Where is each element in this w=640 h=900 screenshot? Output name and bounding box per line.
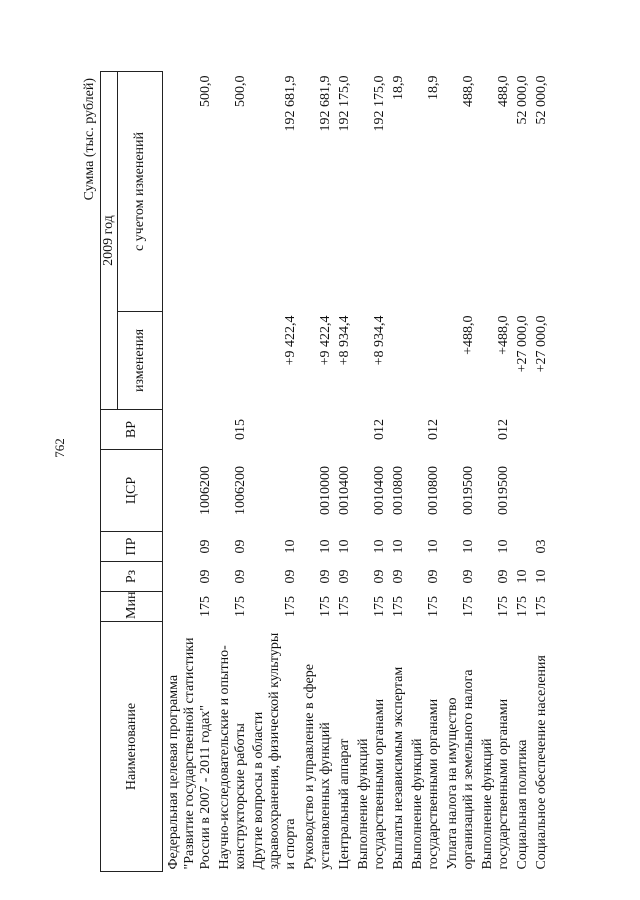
row-change: +488,0 [496, 315, 511, 355]
header-pr: ПР [101, 532, 163, 562]
row-change: +27 000,0 [515, 315, 530, 373]
row-total: 192 175,0 [372, 75, 387, 132]
row-csr: 0010800 [391, 466, 406, 515]
row-csr: 1006200 [198, 466, 213, 515]
row-name: Другие вопросы в области здравоохранения, физической культуры и спорта [251, 632, 298, 870]
row-pr: 10 [372, 539, 387, 554]
row-pr: 10 [283, 539, 298, 554]
row-name: Социальное обеспечение населения [534, 655, 549, 870]
row-csr: 0010400 [337, 466, 352, 515]
row-total: 500,0 [233, 75, 248, 107]
row-csr: 0010400 [372, 466, 387, 515]
row-name: Выполнение функций государственными органами [480, 698, 511, 870]
row-rz: 09 [318, 569, 333, 584]
table-row [478, 72, 513, 872]
unit-caption: Сумма (тыс. рублей) [82, 78, 97, 201]
row-rz: 09 [391, 569, 406, 584]
row-csr [250, 450, 300, 532]
row-vr [250, 410, 300, 450]
row-total: 488,0 [461, 75, 476, 107]
row-pr: 10 [426, 539, 441, 554]
row-min: 175 [391, 596, 406, 617]
table-row [300, 72, 335, 872]
header-csr: ЦСР [101, 450, 163, 532]
header-changes: изменения [118, 312, 163, 410]
row-min: 175 [233, 596, 248, 617]
header-min: Мин [101, 592, 163, 622]
row-total: 192 681,9 [283, 75, 298, 132]
row-min: 175 [337, 596, 352, 617]
row-csr [532, 450, 551, 532]
row-csr: 1006200 [233, 466, 248, 515]
row-rz: 09 [496, 569, 511, 584]
row-rz: 10 [515, 569, 530, 584]
row-vr [443, 410, 478, 450]
row-change [215, 312, 250, 410]
row-pr: 10 [337, 539, 352, 554]
row-name: Федеральная целевая программа "Развитие государственной статистики России в 2007 - 2011 годах" [166, 637, 213, 870]
table-row [335, 72, 354, 872]
row-min: 175 [426, 596, 441, 617]
row-csr [513, 450, 532, 532]
row-min: 175 [318, 596, 333, 617]
table-row [215, 72, 250, 872]
row-change: +9 422,4 [318, 315, 333, 366]
row-total: 192 681,9 [318, 75, 333, 132]
row-vr [532, 410, 551, 450]
row-change: +488,0 [461, 315, 476, 355]
row-min: 175 [515, 596, 530, 617]
row-vr: 012 [496, 419, 511, 440]
row-change [408, 312, 443, 410]
row-min: 175 [283, 596, 298, 617]
row-rz: 09 [337, 569, 352, 584]
table-row [408, 72, 443, 872]
row-pr: 09 [233, 539, 248, 554]
row-vr [335, 410, 354, 450]
table-row [532, 72, 551, 872]
header-rz: Рз [101, 562, 163, 592]
row-name: Центральный аппарат [337, 738, 352, 870]
row-csr: 0019500 [496, 466, 511, 515]
row-pr: 10 [318, 539, 333, 554]
row-csr: 0010800 [426, 466, 441, 515]
row-rz: 09 [283, 569, 298, 584]
header-vr: ВР [101, 410, 163, 450]
row-name: Научно-исследовательские и опытно-конструкторские работы [217, 645, 248, 870]
row-vr [513, 410, 532, 450]
row-vr: 012 [426, 419, 441, 440]
header-with-changes: с учетом изменений [118, 72, 163, 312]
row-min: 175 [198, 596, 213, 617]
row-change [163, 312, 216, 410]
row-name: Социальная политика [515, 739, 530, 870]
table-row [513, 72, 532, 872]
row-total: 18,9 [391, 75, 406, 100]
row-pr: 09 [198, 539, 213, 554]
row-vr [163, 410, 216, 450]
row-rz: 09 [198, 569, 213, 584]
row-rz: 09 [233, 569, 248, 584]
table-row [389, 72, 408, 872]
page-number: 762 [52, 438, 67, 458]
table-row [250, 72, 300, 872]
table-row [163, 72, 216, 872]
row-change: +8 934,4 [337, 315, 352, 366]
row-name: Выполнение функций государственными органами [356, 698, 387, 870]
header-name: Наименование [101, 622, 163, 872]
table-row [354, 72, 389, 872]
row-rz: 09 [426, 569, 441, 584]
row-change: +9 422,4 [283, 315, 298, 366]
row-vr: 015 [233, 419, 248, 440]
row-total: 192 175,0 [337, 75, 352, 132]
row-change [389, 312, 408, 410]
row-total: 500,0 [198, 75, 213, 107]
table-row [443, 72, 478, 872]
row-name: Выплаты независимым экспертам [391, 666, 406, 870]
row-vr: 012 [372, 419, 387, 440]
row-total: 52 000,0 [534, 75, 549, 125]
row-min: 175 [496, 596, 511, 617]
row-pr [513, 532, 532, 562]
budget-table [100, 71, 551, 872]
row-pr: 10 [391, 539, 406, 554]
row-vr [389, 410, 408, 450]
row-min: 175 [534, 596, 549, 617]
row-min: 175 [461, 596, 476, 617]
row-name: Уплата налога на имущество организаций и земельного налога [445, 669, 476, 870]
row-rz: 09 [461, 569, 476, 584]
row-csr: 0019500 [461, 466, 476, 515]
row-total: 52 000,0 [515, 75, 530, 125]
row-pr: 03 [534, 539, 549, 554]
row-min: 175 [372, 596, 387, 617]
row-change: +27 000,0 [534, 315, 549, 373]
row-name: Выполнение функций государственными органами [410, 698, 441, 870]
row-total: 488,0 [496, 75, 511, 107]
rotated-table-page [74, 72, 574, 872]
row-rz: 10 [534, 569, 549, 584]
row-pr: 10 [496, 539, 511, 554]
row-name: Руководство и управление в сфере установленных функций [302, 664, 333, 870]
row-change: +8 934,4 [372, 315, 387, 366]
header-year: 2009 год [101, 72, 118, 410]
row-total: 18,9 [426, 75, 441, 100]
row-vr [300, 410, 335, 450]
row-pr: 10 [461, 539, 476, 554]
row-rz: 09 [372, 569, 387, 584]
row-csr: 0010000 [318, 466, 333, 515]
